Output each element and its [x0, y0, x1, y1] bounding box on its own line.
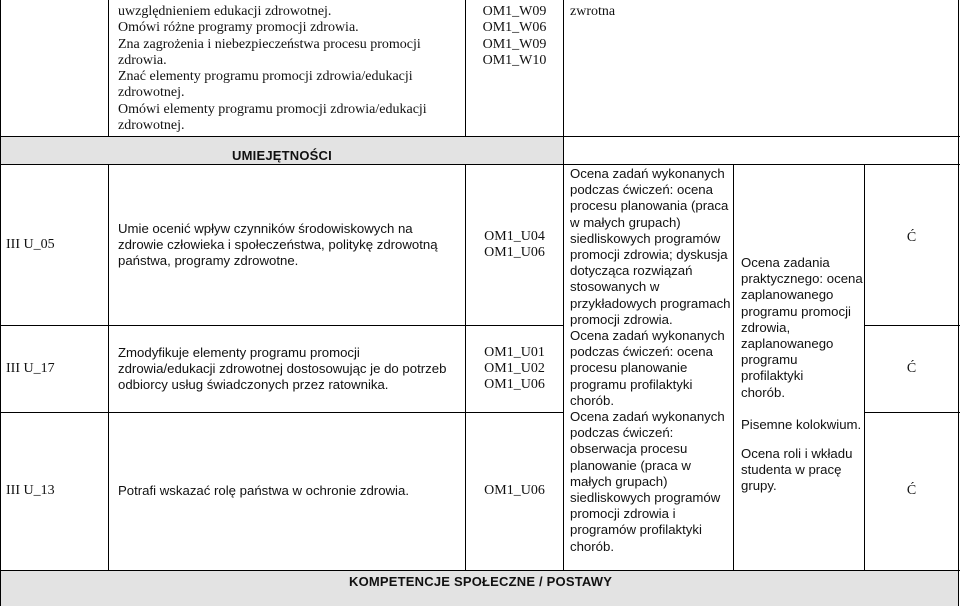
assessment-line: Pisemne kolokwium. — [741, 416, 862, 432]
method-line: chorób. — [570, 392, 614, 408]
rule-v-id — [108, 0, 109, 136]
method-line: programów profilaktyki — [570, 522, 702, 538]
row-codes-cell — [466, 326, 563, 412]
description-line: Zmodyfikuje elementy programu promocji — [118, 344, 360, 360]
effect-code: OM1_U02 — [484, 360, 545, 376]
method-line: w małych grupach) — [570, 214, 681, 230]
knowledge-line: zdrowia. — [118, 52, 167, 68]
class-form: Ć — [906, 360, 917, 376]
method-line: Ocena zadań wykonanych — [570, 166, 725, 181]
assessment-criteria — [741, 255, 863, 495]
description-line: zdrowia/edukacji zdrowotnej dostosowując je do potrzeb — [118, 360, 447, 376]
row-codes-cell — [466, 413, 563, 570]
row-id-cell — [6, 165, 106, 325]
row-id-cell — [6, 413, 106, 570]
method-line: przykładowych programach — [570, 295, 731, 311]
assessment-line: grupy. — [741, 478, 777, 494]
description-line: Potrafi wskazać rolę państwa w ochronie zdrowia. — [118, 483, 409, 499]
method-line: Ocena zadań wykonanych — [570, 409, 725, 425]
row-description-cell — [118, 165, 463, 325]
rule-v-left — [0, 0, 1, 606]
assessment-line: Ocena zadania — [741, 255, 830, 270]
class-form: Ć — [906, 483, 917, 499]
assessment-line: studenta w pracę — [741, 462, 842, 478]
rule-v-codes — [563, 0, 564, 164]
method-line: procesu planowania (praca — [570, 198, 729, 214]
method-line: małych grupach) — [570, 473, 668, 489]
effect-code: OM1_U06 — [484, 377, 545, 393]
learning-outcome-id: III U_05 — [6, 236, 55, 252]
method-line: dotycząca rozwiązań — [570, 263, 693, 279]
effect-code: OM1_W09 — [482, 4, 547, 19]
method-text: zwrotna — [570, 4, 616, 19]
assessment-line: zdrowia, — [741, 319, 791, 335]
method-line: chorób. — [570, 538, 614, 554]
method-line: promocji zdrowia i — [570, 506, 676, 522]
method-line: procesu planowanie — [570, 360, 688, 376]
method-line: siedliskowych programów — [570, 490, 721, 506]
knowledge-codes — [466, 4, 563, 69]
knowledge-line: uwzględnieniem edukacji zdrowotnej. — [118, 4, 332, 19]
knowledge-line: zdrowotnej. — [118, 118, 185, 134]
effect-code: OM1_U04 — [484, 228, 545, 244]
description-line: zdrowie człowieka i społeczeństwa, politykę zdrowotną — [118, 236, 438, 252]
method-line: Ocena zadań wykonanych — [570, 328, 725, 344]
effect-code: OM1_W09 — [482, 36, 547, 52]
method-line: obserwacja procesu — [570, 441, 688, 457]
rule-v-codes — [563, 164, 564, 570]
class-form: Ć — [906, 229, 917, 245]
assessment-line: zaplanowanego — [741, 336, 834, 352]
knowledge-line: zdrowotnej. — [118, 85, 185, 101]
section-title: KOMPETENCJE SPOŁECZNE / POSTAWY — [349, 574, 613, 589]
rule-v-right — [958, 0, 959, 606]
description-line: odbiorcy usług świadczonych przez ratownika. — [118, 377, 389, 393]
knowledge-line: Zna zagrożenia i niebezpieczeństwa procesu promocji — [118, 36, 421, 52]
method-line: siedliskowych programów — [570, 230, 721, 246]
section-header-social — [1, 571, 958, 606]
description-line: Umie ocenić wpływ czynników środowiskowych na — [118, 220, 413, 236]
effect-code: OM1_W10 — [482, 52, 547, 68]
method-line: programu profilaktyki — [570, 376, 693, 392]
verification-methods — [570, 166, 732, 555]
effect-code: OM1_U06 — [484, 245, 545, 260]
learning-outcome-id: III U_17 — [6, 360, 55, 376]
method-line: podczas ćwiczeń: ocena — [570, 182, 713, 198]
method-line: promocji zdrowia. — [570, 311, 673, 327]
assessment-line: programu profilaktyki — [741, 352, 804, 384]
effect-code: OM1_U01 — [484, 344, 545, 360]
rule-v-methods — [733, 164, 734, 570]
section-title: UMIEJĘTNOŚCI — [232, 148, 332, 163]
method-line: podczas ćwiczeń: ocena — [570, 344, 713, 360]
learning-outcome-id: III U_13 — [6, 483, 55, 499]
method-continuation — [570, 4, 730, 20]
assessment-line: chorób. — [741, 384, 785, 400]
knowledge-description — [118, 4, 463, 134]
row-form-cell — [865, 413, 958, 570]
method-line: podczas ćwiczeń: — [570, 425, 674, 441]
knowledge-line: Omówi elementy programu promocji zdrowia/edukacji — [118, 101, 427, 117]
row-description-cell — [118, 413, 463, 570]
assessment-line: programu promocji — [741, 303, 851, 319]
assessment-line: zaplanowanego — [741, 287, 834, 303]
method-line: planowanie (praca w — [570, 457, 691, 473]
method-line: stosowanych w — [570, 279, 660, 295]
row-id-cell — [6, 326, 106, 412]
section-header-skills — [1, 137, 563, 164]
assessment-line: praktycznego: ocena — [741, 271, 863, 287]
row-description-cell — [118, 326, 463, 412]
description-line: państwa, programy zdrowotne. — [118, 253, 299, 269]
row-codes-cell — [466, 165, 563, 325]
effect-code: OM1_W06 — [482, 20, 547, 36]
knowledge-line: Omówi różne programy promocji zdrowia. — [118, 20, 359, 36]
effect-code: OM1_U06 — [484, 483, 545, 499]
row-form-cell — [865, 165, 958, 325]
knowledge-line: Znać elementy programu promocji zdrowia/edukacji — [118, 69, 413, 85]
rule-v-id — [108, 164, 109, 570]
row-form-cell — [865, 326, 958, 412]
assessment-line: Ocena roli i wkładu — [741, 446, 853, 462]
method-line: promocji zdrowia; dyskusja — [570, 247, 728, 263]
